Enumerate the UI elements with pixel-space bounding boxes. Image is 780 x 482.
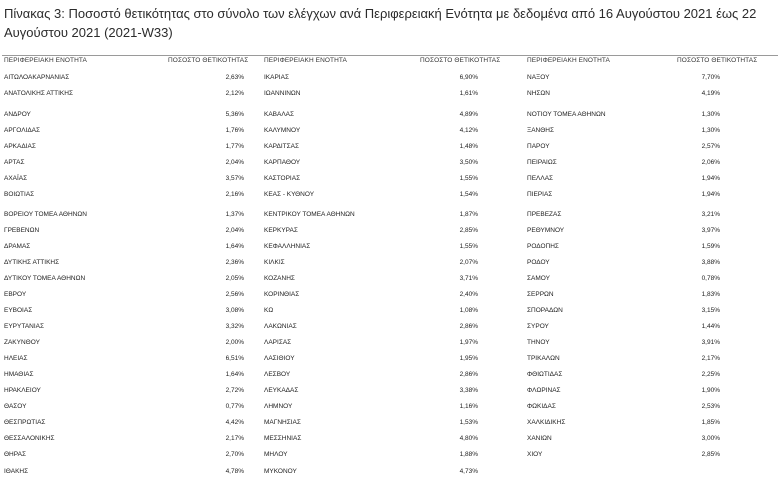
region-name: ΛΑΡΙΣΑΣ [264, 339, 292, 346]
table-row [264, 290, 478, 300]
table-row [264, 190, 478, 200]
table-row [4, 467, 244, 477]
positivity-rate: 1,64% [225, 243, 244, 250]
table-row [4, 210, 244, 220]
positivity-rate: 4,80% [459, 435, 478, 442]
column-header-rate-2: ΠΟΣΟΣΤΟ ΘΕΤΙΚΟΤΗΤΑΣ [420, 57, 501, 64]
region-name: ΜΥΚΟΝΟΥ [264, 468, 297, 475]
positivity-rate: 1,55% [459, 175, 478, 182]
region-name: ΘΑΣΟΥ [4, 403, 27, 410]
table-row [264, 467, 478, 477]
positivity-rate: 6,90% [459, 74, 478, 81]
region-name: ΕΒΡΟΥ [4, 291, 27, 298]
positivity-rate: 2,53% [701, 403, 720, 410]
region-name: ΡΟΔΟΠΗΣ [527, 243, 559, 250]
table-row [4, 322, 244, 332]
positivity-rate: 4,73% [459, 468, 478, 475]
table-row [527, 73, 720, 83]
table-row [527, 354, 720, 364]
region-name: ΚΑΒΑΛΑΣ [264, 111, 295, 118]
positivity-rate: 1,37% [225, 211, 244, 218]
region-name: ΝΑΞΟΥ [527, 74, 550, 81]
table-row [4, 126, 244, 136]
positivity-rate: 3,00% [701, 435, 720, 442]
region-name: ΑΡΓΟΛΙΔΑΣ [4, 127, 41, 134]
positivity-rate: 1,76% [225, 127, 244, 134]
region-name: ΜΑΓΝΗΣΙΑΣ [264, 419, 301, 426]
column-header-rate-3: ΠΟΣΟΣΤΟ ΘΕΤΙΚΟΤΗΤΑΣ [677, 57, 758, 64]
region-name: ΠΕΙΡΑΙΩΣ [527, 159, 557, 166]
positivity-rate: 4,78% [225, 468, 244, 475]
table-row [264, 73, 478, 83]
table-row [264, 158, 478, 168]
region-name: ΙΩΑΝΝΙΝΩΝ [264, 90, 301, 97]
positivity-rate: 1,97% [459, 339, 478, 346]
region-name: ΚΩ [264, 307, 274, 314]
positivity-rate: 3,57% [225, 175, 244, 182]
table-row [4, 110, 244, 120]
region-name: ΔΥΤΙΚΗΣ ΑΤΤΙΚΗΣ [4, 259, 60, 266]
region-name: ΕΥΡΥΤΑΝΙΑΣ [4, 323, 45, 330]
positivity-rate: 1,30% [701, 111, 720, 118]
region-name: ΚΑΡΠΑΘΟΥ [264, 159, 301, 166]
region-name: ΛΑΚΩΝΙΑΣ [264, 323, 297, 330]
table-row [4, 258, 244, 268]
positivity-rate: 2,56% [225, 291, 244, 298]
positivity-rate: 4,12% [459, 127, 478, 134]
table-row [527, 174, 720, 184]
table-row [4, 450, 244, 460]
region-name: ΓΡΕΒΕΝΩΝ [4, 227, 40, 234]
positivity-rate: 1,90% [701, 387, 720, 394]
positivity-rate: 0,77% [225, 403, 244, 410]
region-name: ΠΕΛΛΑΣ [527, 175, 554, 182]
region-name: ΚΑΡΔΙΤΣΑΣ [264, 143, 300, 150]
table-row [527, 418, 720, 428]
positivity-rate: 2,17% [701, 355, 720, 362]
table-row [264, 354, 478, 364]
region-name: ΑΙΤΩΛΟΑΚΑΡΝΑΝΙΑΣ [4, 74, 70, 81]
table-row [264, 418, 478, 428]
positivity-rate: 2,12% [225, 90, 244, 97]
header-divider [2, 55, 778, 56]
positivity-rate: 4,89% [459, 111, 478, 118]
table-row [264, 226, 478, 236]
table-row [4, 73, 244, 83]
table-row [527, 322, 720, 332]
table-row [264, 126, 478, 136]
positivity-rate: 1,87% [459, 211, 478, 218]
positivity-rate: 5,36% [225, 111, 244, 118]
region-name: ΚΑΛΥΜΝΟΥ [264, 127, 301, 134]
positivity-rate: 1,64% [225, 371, 244, 378]
positivity-rate: 1,94% [701, 191, 720, 198]
positivity-rate: 7,70% [701, 74, 720, 81]
table-row [527, 450, 720, 460]
positivity-rate: 1,54% [459, 191, 478, 198]
positivity-rate: 2,70% [225, 451, 244, 458]
table-row [527, 274, 720, 284]
positivity-rate: 3,97% [701, 227, 720, 234]
positivity-rate: 2,07% [459, 259, 478, 266]
column-header-region-3: ΠΕΡΙΦΕΡΕΙΑΚΗ ΕΝΟΤΗΤΑ [527, 57, 610, 64]
positivity-rate: 0,78% [701, 275, 720, 282]
region-name: ΑΧΑΪΑΣ [4, 175, 28, 182]
table-row [527, 142, 720, 152]
positivity-rate: 1,30% [701, 127, 720, 134]
positivity-rate: 1,08% [459, 307, 478, 314]
table-row [264, 450, 478, 460]
positivity-rate: 1,85% [701, 419, 720, 426]
positivity-rate: 1,53% [459, 419, 478, 426]
positivity-rate: 2,40% [459, 291, 478, 298]
positivity-rate: 1,83% [701, 291, 720, 298]
positivity-rate: 2,86% [459, 371, 478, 378]
table-row [527, 338, 720, 348]
region-name: ΝΟΤΙΟΥ ΤΟΜΕΑ ΑΘΗΝΩΝ [527, 111, 606, 118]
region-name: ΑΝΑΤΟΛΙΚΗΣ ΑΤΤΙΚΗΣ [4, 90, 73, 97]
table-row [4, 190, 244, 200]
table-row [527, 210, 720, 220]
table-row [527, 89, 720, 99]
table-row [264, 434, 478, 444]
region-name: ΛΕΣΒΟΥ [264, 371, 291, 378]
region-name: ΚΟΡΙΝΘΙΑΣ [264, 291, 300, 298]
positivity-rate: 4,42% [225, 419, 244, 426]
table-row [4, 274, 244, 284]
table-row [264, 242, 478, 252]
positivity-rate: 3,50% [459, 159, 478, 166]
positivity-rate: 2,85% [459, 227, 478, 234]
region-name: ΑΡΤΑΣ [4, 159, 25, 166]
positivity-rate: 1,88% [459, 451, 478, 458]
table-row [264, 174, 478, 184]
positivity-rate: 2,17% [225, 435, 244, 442]
table-row [527, 306, 720, 316]
page-title: Πίνακας 3: Ποσοστό θετικότητας στο σύνολο των ελέγχων ανά Περιφερειακή Ενότητα με δεδομένα από 16 Αυγούστου 2021 έως 22 Αυγούστου 2021 (2021-W33) [4, 6, 757, 40]
column-header-rate-1: ΠΟΣΟΣΤΟ ΘΕΤΙΚΟΤΗΤΑΣ [168, 57, 249, 64]
positivity-rate: 4,19% [701, 90, 720, 97]
positivity-rate: 2,63% [225, 74, 244, 81]
region-name: ΦΛΩΡΙΝΑΣ [527, 387, 561, 394]
table-row [264, 110, 478, 120]
region-name: ΚΟΖΑΝΗΣ [264, 275, 295, 282]
positivity-rate: 1,61% [459, 90, 478, 97]
region-name: ΚΑΣΤΟΡΙΑΣ [264, 175, 301, 182]
positivity-rate: 1,94% [701, 175, 720, 182]
table-row [527, 370, 720, 380]
region-name: ΝΗΣΩΝ [527, 90, 550, 97]
positivity-rate: 3,08% [225, 307, 244, 314]
table-row [4, 386, 244, 396]
table-row [527, 242, 720, 252]
positivity-rate: 3,71% [459, 275, 478, 282]
region-name: ΒΟΙΩΤΙΑΣ [4, 191, 35, 198]
positivity-rate: 3,32% [225, 323, 244, 330]
region-name: ΦΘΙΩΤΙΔΑΣ [527, 371, 563, 378]
region-name: ΧΑΛΚΙΔΙΚΗΣ [527, 419, 566, 426]
table-row [4, 242, 244, 252]
positivity-rate: 2,04% [225, 227, 244, 234]
table-row [264, 306, 478, 316]
positivity-rate: 1,44% [701, 323, 720, 330]
region-name: ΖΑΚΥΝΘΟΥ [4, 339, 40, 346]
region-name: ΤΗΝΟΥ [527, 339, 550, 346]
region-name: ΚΕΑΣ - ΚΥΘΝΟΥ [264, 191, 315, 198]
region-name: ΙΚΑΡΙΑΣ [264, 74, 289, 81]
positivity-rate: 1,55% [459, 243, 478, 250]
table-row [4, 402, 244, 412]
region-name: ΣΕΡΡΩΝ [527, 291, 554, 298]
positivity-rate: 1,59% [701, 243, 720, 250]
table-row [4, 418, 244, 428]
region-name: ΚΕΝΤΡΙΚΟΥ ΤΟΜΕΑ ΑΘΗΝΩΝ [264, 211, 355, 218]
table-row [4, 142, 244, 152]
table-row [527, 110, 720, 120]
positivity-rate: 1,48% [459, 143, 478, 150]
table-row [527, 258, 720, 268]
region-name: ΧΑΝΙΩΝ [527, 435, 552, 442]
region-name: ΗΛΕΙΑΣ [4, 355, 28, 362]
region-name: ΠΡΕΒΕΖΑΣ [527, 211, 562, 218]
region-name: ΗΡΑΚΛΕΙΟΥ [4, 387, 41, 394]
region-name: ΑΝΔΡΟΥ [4, 111, 31, 118]
positivity-rate: 2,86% [459, 323, 478, 330]
region-name: ΣΥΡΟΥ [527, 323, 549, 330]
region-name: ΣΠΟΡΑΔΩΝ [527, 307, 563, 314]
region-name: ΑΡΚΑΔΙΑΣ [4, 143, 36, 150]
table-row [4, 370, 244, 380]
region-name: ΜΗΛΟΥ [264, 451, 288, 458]
region-name: ΗΜΑΘΙΑΣ [4, 371, 34, 378]
region-name: ΔΥΤΙΚΟΥ ΤΟΜΕΑ ΑΘΗΝΩΝ [4, 275, 86, 282]
positivity-rate: 2,00% [225, 339, 244, 346]
table-row [4, 306, 244, 316]
table-row [527, 402, 720, 412]
region-name: ΔΡΑΜΑΣ [4, 243, 31, 250]
region-name: ΧΙΟΥ [527, 451, 543, 458]
table-row [264, 370, 478, 380]
positivity-rate: 3,15% [701, 307, 720, 314]
region-name: ΣΑΜΟΥ [527, 275, 550, 282]
positivity-rate: 1,95% [459, 355, 478, 362]
region-name: ΦΩΚΙΔΑΣ [527, 403, 556, 410]
table-row [264, 258, 478, 268]
region-name: ΜΕΣΣΗΝΙΑΣ [264, 435, 302, 442]
positivity-rate: 3,21% [701, 211, 720, 218]
region-name: ΚΕΦΑΛΛΗΝΙΑΣ [264, 243, 311, 250]
table-row [527, 126, 720, 136]
table-row [4, 226, 244, 236]
table-row [264, 338, 478, 348]
table-row [527, 226, 720, 236]
positivity-rate: 2,04% [225, 159, 244, 166]
positivity-rate: 2,16% [225, 191, 244, 198]
table-row [527, 190, 720, 200]
table-row [4, 338, 244, 348]
table-row [527, 386, 720, 396]
table-row [527, 290, 720, 300]
positivity-rate: 2,85% [701, 451, 720, 458]
column-header-region-1: ΠΕΡΙΦΕΡΕΙΑΚΗ ΕΝΟΤΗΤΑ [4, 57, 87, 64]
region-name: ΤΡΙΚΑΛΩΝ [527, 355, 560, 362]
region-name: ΒΟΡΕΙΟΥ ΤΟΜΕΑ ΑΘΗΝΩΝ [4, 211, 87, 218]
region-name: ΠΑΡΟΥ [527, 143, 550, 150]
region-name: ΛΕΥΚΑΔΑΣ [264, 387, 299, 394]
table-row [264, 402, 478, 412]
table-row [4, 174, 244, 184]
table-row [264, 210, 478, 220]
region-name: ΠΙΕΡΙΑΣ [527, 191, 553, 198]
region-name: ΛΗΜΝΟΥ [264, 403, 293, 410]
table-row [4, 434, 244, 444]
table-row [4, 89, 244, 99]
region-name: ΚΙΛΚΙΣ [264, 259, 285, 266]
positivity-rate: 2,06% [701, 159, 720, 166]
region-name: ΚΕΡΚΥΡΑΣ [264, 227, 298, 234]
table-row [264, 386, 478, 396]
region-name: ΞΑΝΘΗΣ [527, 127, 555, 134]
table-row [264, 322, 478, 332]
positivity-rate: 3,88% [701, 259, 720, 266]
positivity-rate: 3,38% [459, 387, 478, 394]
column-header-region-2: ΠΕΡΙΦΕΡΕΙΑΚΗ ΕΝΟΤΗΤΑ [264, 57, 347, 64]
region-name: ΘΗΡΑΣ [4, 451, 26, 458]
table-row [264, 89, 478, 99]
region-name: ΡΕΘΥΜΝΟΥ [527, 227, 565, 234]
positivity-rate: 1,16% [459, 403, 478, 410]
region-name: ΕΥΒΟΙΑΣ [4, 307, 33, 314]
table-row [4, 354, 244, 364]
positivity-rate: 2,57% [701, 143, 720, 150]
positivity-rate: 1,77% [225, 143, 244, 150]
table-row [527, 434, 720, 444]
region-name: ΘΕΣΠΡΩΤΙΑΣ [4, 419, 46, 426]
region-name: ΡΟΔΟΥ [527, 259, 550, 266]
region-name: ΛΑΣΙΘΙΟΥ [264, 355, 295, 362]
positivity-rate: 2,25% [701, 371, 720, 378]
table-row [264, 274, 478, 284]
region-name: ΘΕΣΣΑΛΟΝΙΚΗΣ [4, 435, 55, 442]
table-row [264, 142, 478, 152]
positivity-rate: 2,72% [225, 387, 244, 394]
positivity-rate: 6,51% [225, 355, 244, 362]
positivity-rate: 2,36% [225, 259, 244, 266]
table-row [4, 158, 244, 168]
positivity-rate: 2,05% [225, 275, 244, 282]
table-row [4, 290, 244, 300]
table-row [527, 158, 720, 168]
region-name: ΙΘΑΚΗΣ [4, 468, 29, 475]
positivity-rate: 3,91% [701, 339, 720, 346]
